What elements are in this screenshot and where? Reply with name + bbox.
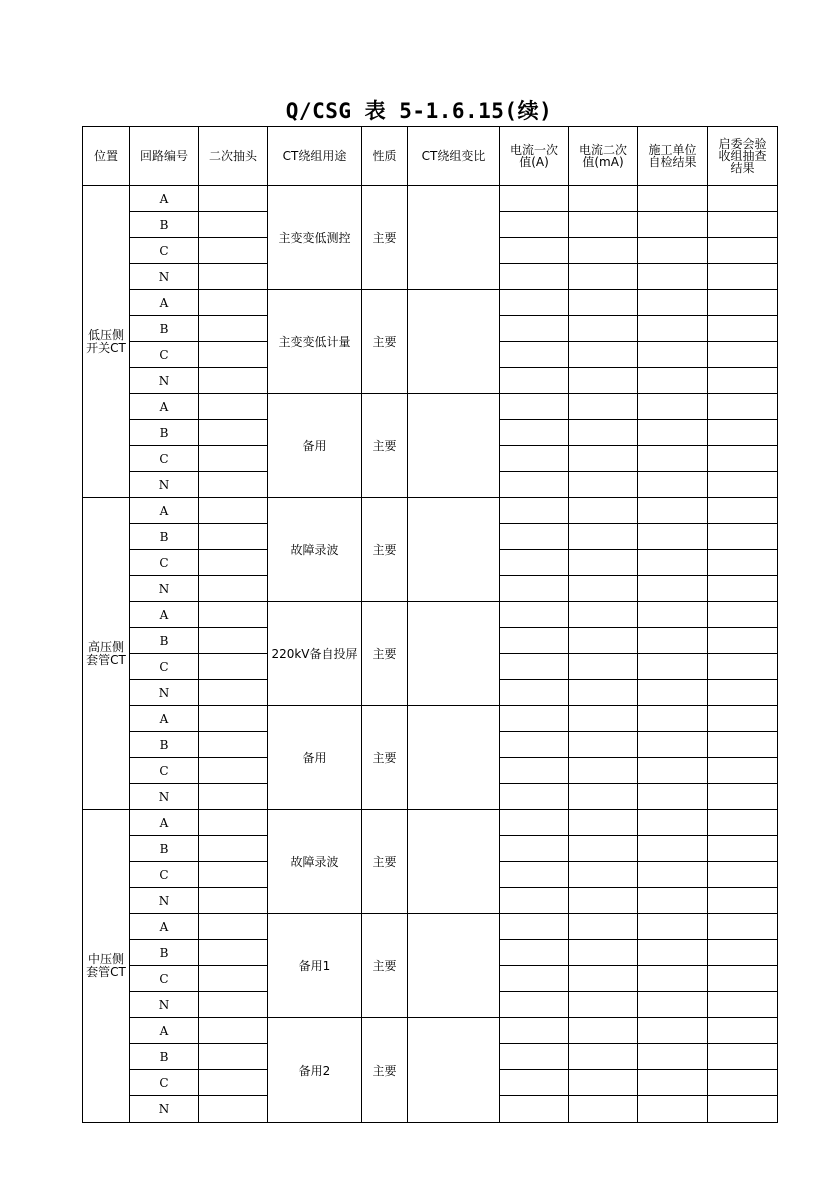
phase-cell: A [130, 914, 199, 940]
committee-check-cell[interactable] [708, 862, 778, 888]
secondary-current-cell[interactable] [569, 966, 638, 992]
contractor-check-cell[interactable] [638, 706, 708, 732]
secondary-tap-cell[interactable] [199, 186, 268, 212]
contractor-check-cell[interactable] [638, 1096, 708, 1123]
location-cell [83, 810, 130, 1123]
contractor-check-cell[interactable] [638, 498, 708, 524]
contractor-check-cell[interactable] [638, 758, 708, 784]
secondary-tap-cell[interactable] [199, 1044, 268, 1070]
nature-cell: 主要 [362, 290, 408, 394]
committee-check-cell[interactable] [708, 992, 778, 1018]
contractor-check-cell[interactable] [638, 810, 708, 836]
secondary-current-cell[interactable] [569, 784, 638, 810]
winding-use-cell: 主变变低计量 [268, 290, 362, 394]
secondary-current-cell[interactable] [569, 1070, 638, 1096]
contractor-check-cell[interactable] [638, 836, 708, 862]
secondary-tap-cell[interactable] [199, 524, 268, 550]
phase-cell: N [130, 992, 199, 1018]
contractor-check-cell[interactable] [638, 602, 708, 628]
contractor-check-cell[interactable] [638, 732, 708, 758]
contractor-check-cell[interactable] [638, 446, 708, 472]
secondary-current-cell[interactable] [569, 914, 638, 940]
secondary-tap-cell[interactable] [199, 784, 268, 810]
location-cell [83, 186, 130, 498]
secondary-tap-cell[interactable] [199, 550, 268, 576]
contractor-check-cell[interactable] [638, 992, 708, 1018]
phase-cell: B [130, 628, 199, 654]
header-row [83, 127, 778, 186]
secondary-tap-cell[interactable] [199, 238, 268, 264]
primary-current-cell[interactable] [500, 914, 569, 940]
table-row [83, 810, 778, 836]
contractor-check-cell[interactable] [638, 368, 708, 394]
primary-current-cell[interactable] [500, 342, 569, 368]
committee-check-cell[interactable] [708, 550, 778, 576]
location-label: 中压侧套管CT [86, 952, 126, 979]
winding-use-cell: 备用 [268, 706, 362, 810]
contractor-check-cell[interactable] [638, 212, 708, 238]
committee-check-cell[interactable] [708, 342, 778, 368]
nature-cell: 主要 [362, 914, 408, 1018]
primary-current-cell[interactable] [500, 680, 569, 706]
contractor-check-cell[interactable] [638, 888, 708, 914]
secondary-current-cell[interactable] [569, 290, 638, 316]
secondary-tap-cell[interactable] [199, 940, 268, 966]
contractor-check-cell[interactable] [638, 524, 708, 550]
committee-check-cell[interactable] [708, 810, 778, 836]
header-committee-check: 启委会验收组抽查结果 [708, 127, 778, 186]
primary-current-cell[interactable] [500, 498, 569, 524]
phase-cell: A [130, 602, 199, 628]
contractor-check-cell[interactable] [638, 940, 708, 966]
contractor-check-cell[interactable] [638, 394, 708, 420]
committee-check-cell[interactable] [708, 836, 778, 862]
secondary-current-cell[interactable] [569, 1018, 638, 1044]
secondary-tap-cell[interactable] [199, 992, 268, 1018]
header-ct-winding-ratio: CT绕组变比 [408, 127, 500, 186]
primary-current-cell[interactable] [500, 602, 569, 628]
secondary-tap-cell[interactable] [199, 1096, 268, 1123]
secondary-tap-cell[interactable] [199, 654, 268, 680]
primary-current-cell[interactable] [500, 810, 569, 836]
header-circuit-no: 回路编号 [130, 127, 199, 186]
contractor-check-cell[interactable] [638, 966, 708, 992]
committee-check-cell[interactable] [708, 472, 778, 498]
header-position: 位置 [83, 127, 130, 186]
table-row [83, 914, 778, 940]
secondary-current-cell[interactable] [569, 888, 638, 914]
primary-current-cell[interactable] [500, 992, 569, 1018]
committee-check-cell[interactable] [708, 940, 778, 966]
primary-current-cell[interactable] [500, 862, 569, 888]
contractor-check-cell[interactable] [638, 342, 708, 368]
secondary-current-cell[interactable] [569, 238, 638, 264]
phase-cell: A [130, 810, 199, 836]
secondary-tap-cell[interactable] [199, 758, 268, 784]
winding-ratio-cell[interactable] [408, 706, 500, 810]
secondary-current-cell[interactable] [569, 212, 638, 238]
contractor-check-cell[interactable] [638, 472, 708, 498]
primary-current-cell[interactable] [500, 316, 569, 342]
table-row [83, 602, 778, 628]
secondary-current-cell[interactable] [569, 810, 638, 836]
phase-cell: N [130, 368, 199, 394]
header-primary-current: 电流一次值(A) [500, 127, 569, 186]
primary-current-cell[interactable] [500, 550, 569, 576]
winding-use-cell: 主变变低测控 [268, 186, 362, 290]
primary-current-cell[interactable] [500, 966, 569, 992]
secondary-tap-cell[interactable] [199, 732, 268, 758]
phase-cell: N [130, 680, 199, 706]
contractor-check-cell[interactable] [638, 1070, 708, 1096]
winding-ratio-cell[interactable] [408, 290, 500, 394]
phase-cell: C [130, 446, 199, 472]
committee-check-cell[interactable] [708, 628, 778, 654]
contractor-check-cell[interactable] [638, 186, 708, 212]
table-row [83, 1018, 778, 1044]
header-secondary-current: 电流二次值(mA) [569, 127, 638, 186]
phase-cell: C [130, 550, 199, 576]
contractor-check-cell[interactable] [638, 420, 708, 446]
secondary-current-cell[interactable] [569, 420, 638, 446]
secondary-current-cell[interactable] [569, 368, 638, 394]
secondary-current-cell[interactable] [569, 732, 638, 758]
primary-current-cell[interactable] [500, 888, 569, 914]
secondary-tap-cell[interactable] [199, 1018, 268, 1044]
header-nature: 性质 [362, 127, 408, 186]
committee-check-cell[interactable] [708, 290, 778, 316]
committee-check-cell[interactable] [708, 524, 778, 550]
nature-cell: 主要 [362, 186, 408, 290]
primary-current-cell[interactable] [500, 576, 569, 602]
nature-cell: 主要 [362, 602, 408, 706]
secondary-tap-cell[interactable] [199, 862, 268, 888]
primary-current-cell[interactable] [500, 264, 569, 290]
secondary-current-cell[interactable] [569, 628, 638, 654]
phase-cell: B [130, 524, 199, 550]
table-row [83, 706, 778, 732]
winding-use-cell: 故障录波 [268, 810, 362, 914]
nature-cell: 主要 [362, 498, 408, 602]
secondary-current-cell[interactable] [569, 706, 638, 732]
committee-check-cell[interactable] [708, 368, 778, 394]
committee-check-cell[interactable] [708, 394, 778, 420]
header-secondary-tap: 二次抽头 [199, 127, 268, 186]
primary-current-cell[interactable] [500, 420, 569, 446]
winding-use-cell: 备用2 [268, 1018, 362, 1123]
secondary-tap-cell[interactable] [199, 498, 268, 524]
committee-check-cell[interactable] [708, 498, 778, 524]
contractor-check-cell[interactable] [638, 862, 708, 888]
document-title: Q/CSG 表 5-1.6.15(续) [285, 99, 553, 123]
primary-current-cell[interactable] [500, 472, 569, 498]
secondary-current-cell[interactable] [569, 654, 638, 680]
primary-current-cell[interactable] [500, 1018, 569, 1044]
committee-check-cell[interactable] [708, 654, 778, 680]
contractor-check-cell[interactable] [638, 784, 708, 810]
committee-check-cell[interactable] [708, 576, 778, 602]
committee-check-cell[interactable] [708, 1018, 778, 1044]
ct-test-table [82, 126, 778, 1123]
phase-cell: B [130, 836, 199, 862]
primary-current-cell[interactable] [500, 394, 569, 420]
phase-cell: N [130, 264, 199, 290]
committee-check-cell[interactable] [708, 186, 778, 212]
location-label: 低压侧开关CT [86, 327, 126, 355]
secondary-current-cell[interactable] [569, 862, 638, 888]
committee-check-cell[interactable] [708, 966, 778, 992]
location-label: 高压侧套管CT [86, 639, 126, 667]
winding-ratio-cell[interactable] [408, 810, 500, 914]
secondary-current-cell[interactable] [569, 576, 638, 602]
committee-check-cell[interactable] [708, 602, 778, 628]
secondary-tap-cell[interactable] [199, 264, 268, 290]
secondary-tap-cell[interactable] [199, 342, 268, 368]
primary-current-cell[interactable] [500, 706, 569, 732]
secondary-tap-cell[interactable] [199, 810, 268, 836]
phase-cell: N [130, 576, 199, 602]
secondary-tap-cell[interactable] [199, 914, 268, 940]
secondary-tap-cell[interactable] [199, 472, 268, 498]
committee-check-cell[interactable] [708, 420, 778, 446]
phase-cell: C [130, 654, 199, 680]
contractor-check-cell[interactable] [638, 290, 708, 316]
committee-check-cell[interactable] [708, 316, 778, 342]
phase-cell: A [130, 1018, 199, 1044]
phase-cell: C [130, 966, 199, 992]
secondary-tap-cell[interactable] [199, 368, 268, 394]
phase-cell: B [130, 316, 199, 342]
table-row [83, 394, 778, 420]
phase-cell: A [130, 706, 199, 732]
secondary-tap-cell[interactable] [199, 446, 268, 472]
phase-cell: C [130, 1070, 199, 1096]
primary-current-cell[interactable] [500, 238, 569, 264]
secondary-tap-cell[interactable] [199, 420, 268, 446]
primary-current-cell[interactable] [500, 1044, 569, 1070]
secondary-current-cell[interactable] [569, 264, 638, 290]
committee-check-cell[interactable] [708, 212, 778, 238]
primary-current-cell[interactable] [500, 524, 569, 550]
secondary-current-cell[interactable] [569, 1044, 638, 1070]
committee-check-cell[interactable] [708, 680, 778, 706]
secondary-tap-cell[interactable] [199, 706, 268, 732]
phase-cell: B [130, 940, 199, 966]
secondary-tap-cell[interactable] [199, 394, 268, 420]
phase-cell: C [130, 238, 199, 264]
phase-cell: A [130, 498, 199, 524]
primary-current-cell[interactable] [500, 446, 569, 472]
secondary-current-cell[interactable] [569, 680, 638, 706]
secondary-tap-cell[interactable] [199, 212, 268, 238]
secondary-tap-cell[interactable] [199, 290, 268, 316]
secondary-current-cell[interactable] [569, 316, 638, 342]
committee-check-cell[interactable] [708, 888, 778, 914]
winding-use-cell: 故障录波 [268, 498, 362, 602]
secondary-tap-cell[interactable] [199, 680, 268, 706]
phase-cell: A [130, 394, 199, 420]
winding-use-cell: 备用1 [268, 914, 362, 1018]
secondary-current-cell[interactable] [569, 472, 638, 498]
secondary-current-cell[interactable] [569, 1096, 638, 1123]
header-ct-winding-use: CT绕组用途 [268, 127, 362, 186]
primary-current-cell[interactable] [500, 1070, 569, 1096]
secondary-current-cell[interactable] [569, 446, 638, 472]
phase-cell: B [130, 212, 199, 238]
phase-cell: B [130, 732, 199, 758]
location-cell [83, 498, 130, 810]
secondary-current-cell[interactable] [569, 992, 638, 1018]
contractor-check-cell[interactable] [638, 550, 708, 576]
phase-cell: N [130, 784, 199, 810]
contractor-check-cell[interactable] [638, 576, 708, 602]
secondary-tap-cell[interactable] [199, 602, 268, 628]
winding-ratio-cell[interactable] [408, 186, 500, 290]
contractor-check-cell[interactable] [638, 628, 708, 654]
winding-ratio-cell[interactable] [408, 1018, 500, 1123]
phase-cell: N [130, 888, 199, 914]
secondary-tap-cell[interactable] [199, 628, 268, 654]
phase-cell: N [130, 472, 199, 498]
committee-check-cell[interactable] [708, 914, 778, 940]
primary-current-cell[interactable] [500, 1096, 569, 1123]
nature-cell: 主要 [362, 706, 408, 810]
contractor-check-cell[interactable] [638, 264, 708, 290]
committee-check-cell[interactable] [708, 758, 778, 784]
primary-current-cell[interactable] [500, 186, 569, 212]
phase-cell: N [130, 1096, 199, 1123]
committee-check-cell[interactable] [708, 1070, 778, 1096]
nature-cell: 主要 [362, 810, 408, 914]
primary-current-cell[interactable] [500, 212, 569, 238]
primary-current-cell[interactable] [500, 758, 569, 784]
contractor-check-cell[interactable] [638, 654, 708, 680]
table-row [83, 186, 778, 212]
secondary-tap-cell[interactable] [199, 316, 268, 342]
secondary-tap-cell[interactable] [199, 836, 268, 862]
secondary-current-cell[interactable] [569, 602, 638, 628]
secondary-tap-cell[interactable] [199, 888, 268, 914]
phase-cell: C [130, 862, 199, 888]
winding-ratio-cell[interactable] [408, 498, 500, 602]
winding-use-cell: 备用 [268, 394, 362, 498]
contractor-check-cell[interactable] [638, 316, 708, 342]
secondary-current-cell[interactable] [569, 524, 638, 550]
nature-cell: 主要 [362, 1018, 408, 1123]
secondary-tap-cell[interactable] [199, 576, 268, 602]
phase-cell: A [130, 290, 199, 316]
committee-check-cell[interactable] [708, 1096, 778, 1123]
primary-current-cell[interactable] [500, 368, 569, 394]
committee-check-cell[interactable] [708, 706, 778, 732]
winding-ratio-cell[interactable] [408, 602, 500, 706]
secondary-tap-cell[interactable] [199, 1070, 268, 1096]
committee-check-cell[interactable] [708, 784, 778, 810]
committee-check-cell[interactable] [708, 238, 778, 264]
phase-cell: C [130, 758, 199, 784]
secondary-current-cell[interactable] [569, 940, 638, 966]
contractor-check-cell[interactable] [638, 1018, 708, 1044]
secondary-current-cell[interactable] [569, 186, 638, 212]
header-contractor-check: 施工单位自检结果 [638, 127, 708, 186]
winding-ratio-cell[interactable] [408, 914, 500, 1018]
committee-check-cell[interactable] [708, 1044, 778, 1070]
phase-cell: B [130, 420, 199, 446]
table-row [83, 498, 778, 524]
secondary-current-cell[interactable] [569, 550, 638, 576]
contractor-check-cell[interactable] [638, 914, 708, 940]
primary-current-cell[interactable] [500, 654, 569, 680]
contractor-check-cell[interactable] [638, 1044, 708, 1070]
committee-check-cell[interactable] [708, 732, 778, 758]
contractor-check-cell[interactable] [638, 680, 708, 706]
contractor-check-cell[interactable] [638, 238, 708, 264]
phase-cell: B [130, 1044, 199, 1070]
primary-current-cell[interactable] [500, 836, 569, 862]
winding-use-cell: 220kV备自投屏 [268, 602, 362, 706]
committee-check-cell[interactable] [708, 264, 778, 290]
table-row [83, 290, 778, 316]
nature-cell: 主要 [362, 394, 408, 498]
primary-current-cell[interactable] [500, 732, 569, 758]
phase-cell: C [130, 342, 199, 368]
secondary-tap-cell[interactable] [199, 966, 268, 992]
primary-current-cell[interactable] [500, 940, 569, 966]
committee-check-cell[interactable] [708, 446, 778, 472]
phase-cell: A [130, 186, 199, 212]
secondary-current-cell[interactable] [569, 342, 638, 368]
winding-ratio-cell[interactable] [408, 394, 500, 498]
secondary-current-cell[interactable] [569, 758, 638, 784]
primary-current-cell[interactable] [500, 784, 569, 810]
primary-current-cell[interactable] [500, 628, 569, 654]
secondary-current-cell[interactable] [569, 394, 638, 420]
primary-current-cell[interactable] [500, 290, 569, 316]
secondary-current-cell[interactable] [569, 498, 638, 524]
secondary-current-cell[interactable] [569, 836, 638, 862]
